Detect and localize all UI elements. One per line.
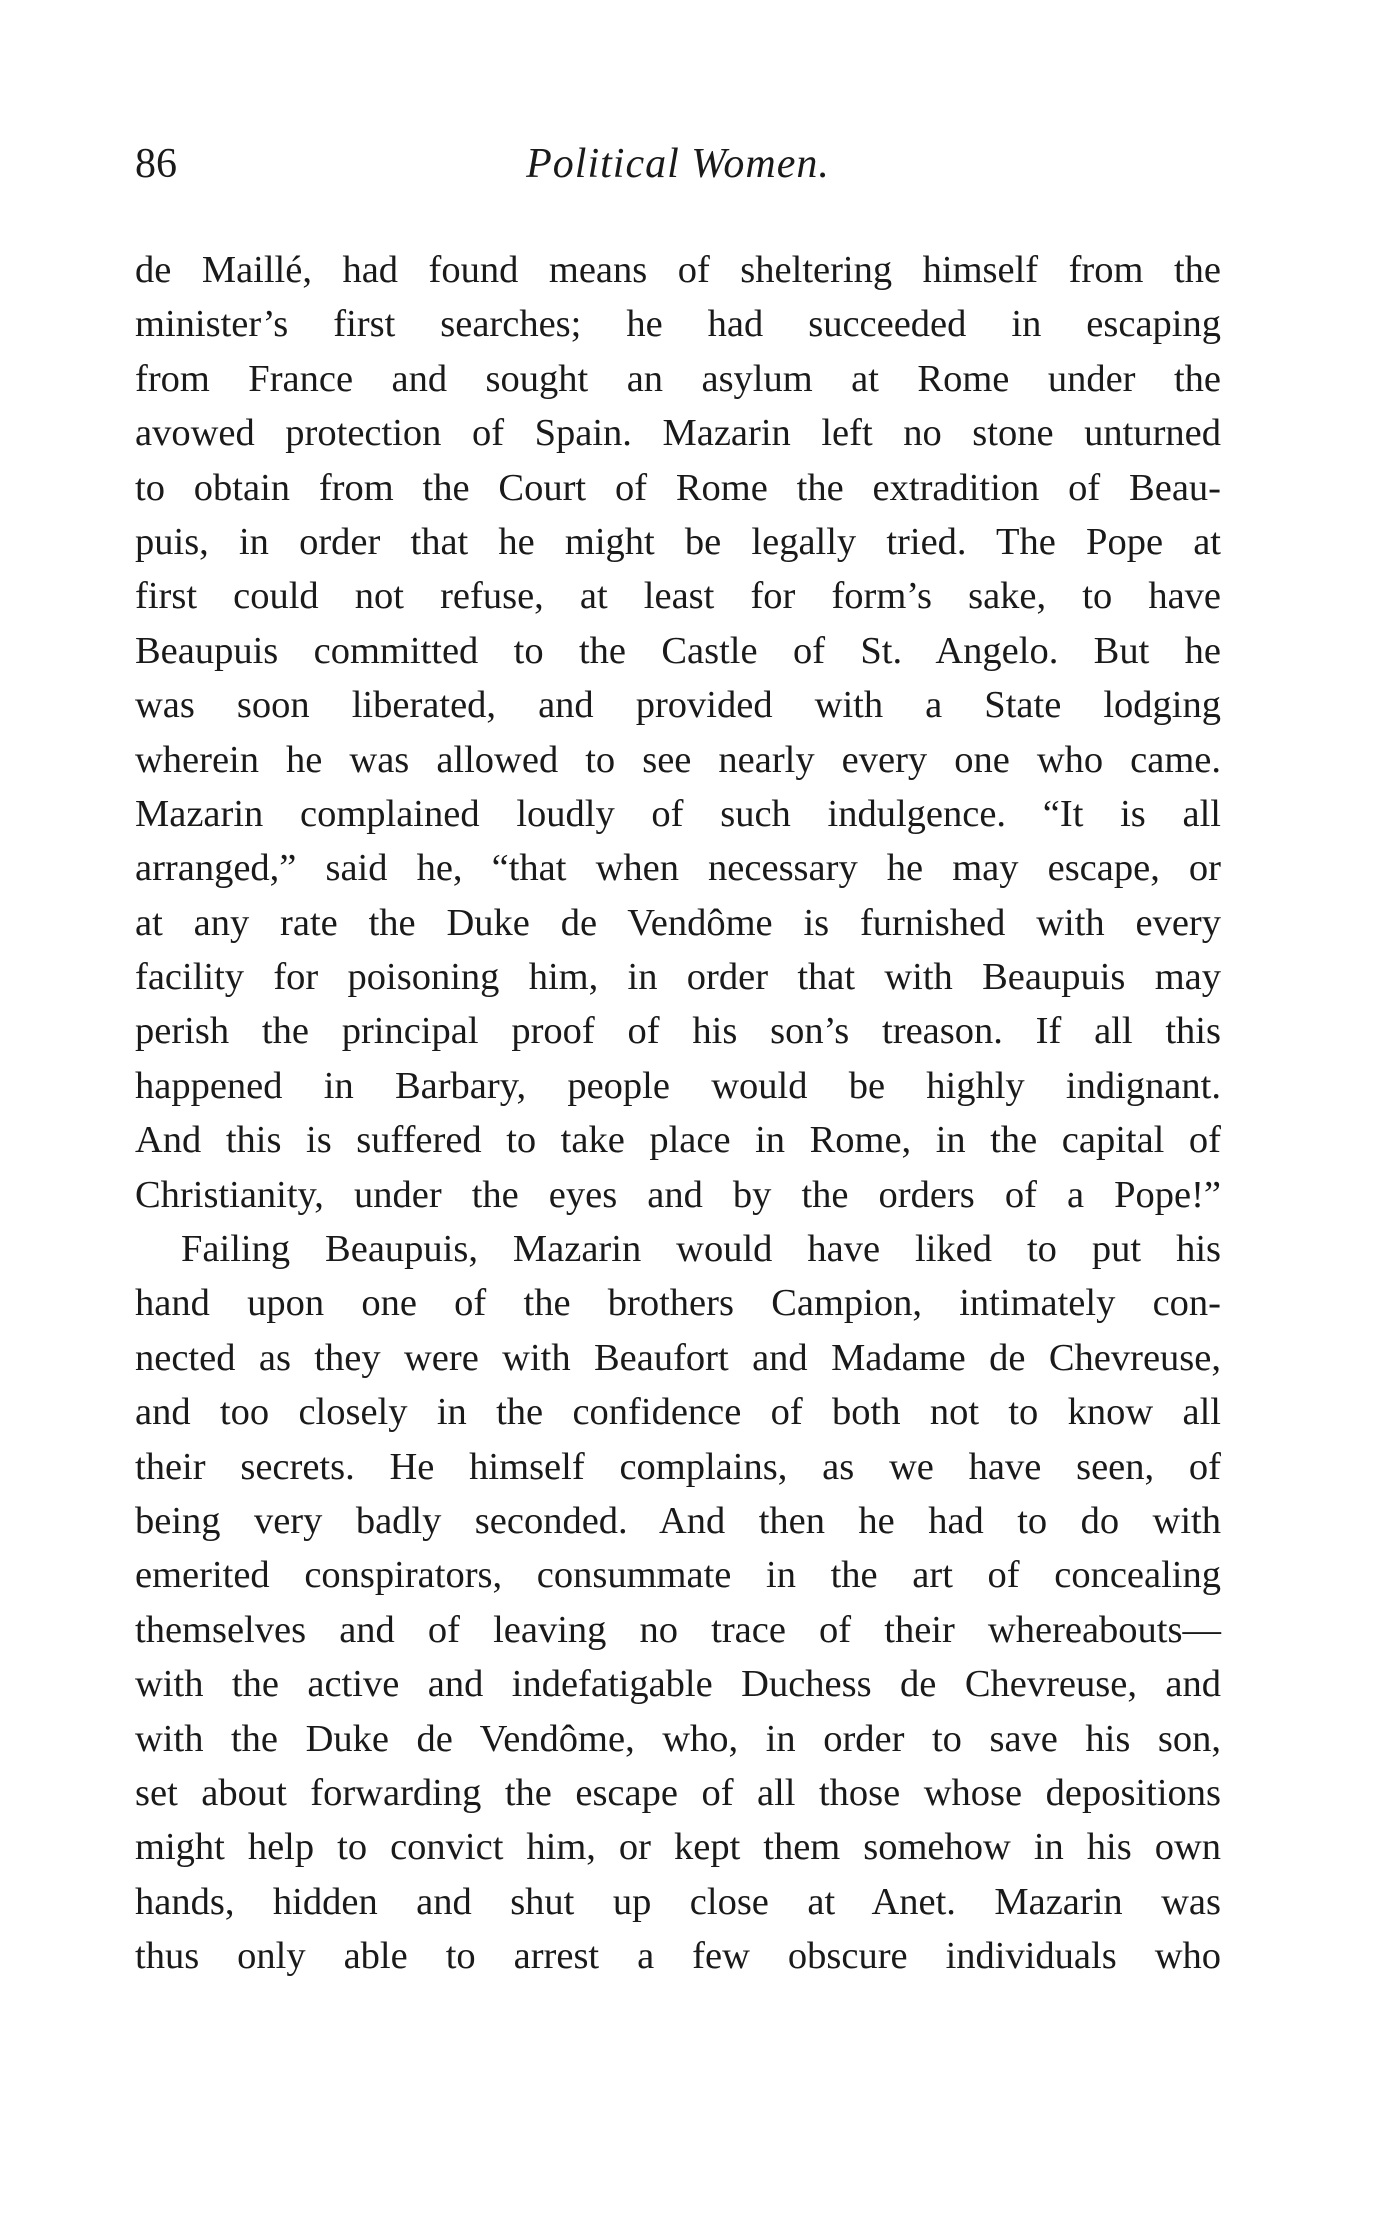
text-line: Christianity, under the eyes and by the orders of a Pope!” xyxy=(135,1173,1221,1216)
text-line: minister’s first searches; he had succeeded in escaping xyxy=(135,303,1221,346)
text-line: thus only able to arrest a few obscure individuals who xyxy=(135,1935,1221,1978)
text-line: hand upon one of the brothers Campion, intimately con- xyxy=(135,1282,1221,1325)
text-line: puis, in order that he might be legally tried. The Pope at xyxy=(135,520,1221,563)
text-line: perish the principal proof of his son’s treason. If all this xyxy=(135,1010,1221,1053)
body-text xyxy=(135,243,1221,1984)
text-line: themselves and of leaving no trace of their whereabouts— xyxy=(135,1608,1221,1651)
text-line: with the active and indefatigable Duchess de Chevreuse, and xyxy=(135,1663,1221,1706)
text-line: Beaupuis committed to the Castle of St. Angelo. But he xyxy=(135,629,1221,672)
text-line: wherein he was allowed to see nearly every one who came. xyxy=(135,738,1221,781)
text-line: being very badly seconded. And then he had to do with xyxy=(135,1499,1221,1542)
text-line: their secrets. He himself complains, as we have seen, of xyxy=(135,1445,1221,1488)
text-line: set about forwarding the escape of all those whose depositions xyxy=(135,1771,1221,1814)
text-line: happened in Barbary, people would be highly indignant. xyxy=(135,1064,1221,1107)
text-line: might help to convict him, or kept them somehow in his own xyxy=(135,1826,1221,1869)
text-line: at any rate the Duke de Vendôme is furnished with every xyxy=(135,901,1221,944)
text-line: to obtain from the Court of Rome the extradition of Beau- xyxy=(135,466,1221,509)
text-line: Mazarin complained loudly of such indulgence. “It is all xyxy=(135,792,1221,835)
text-line: first could not refuse, at least for form’s sake, to have xyxy=(135,575,1221,618)
text-line: de Maillé, had found means of sheltering himself from the xyxy=(135,249,1221,291)
text-line: Failing Beaupuis, Mazarin would have liked to put his xyxy=(181,1228,1221,1271)
text-line: arranged,” said he, “that when necessary he may escape, or xyxy=(135,847,1221,890)
text-line: and too closely in the confidence of both not to know all xyxy=(135,1391,1221,1434)
page-header xyxy=(135,140,1221,200)
text-line: with the Duke de Vendôme, who, in order to save his son, xyxy=(135,1717,1221,1760)
text-line: hands, hidden and shut up close at Anet. Mazarin was xyxy=(135,1880,1221,1923)
text-line: And this is suffered to take place in Rome, in the capital of xyxy=(135,1119,1221,1162)
text-line: from France and sought an asylum at Rome under the xyxy=(135,357,1221,400)
text-line: was soon liberated, and provided with a State lodging xyxy=(135,684,1221,727)
text-line: facility for poisoning him, in order that with Beaupuis may xyxy=(135,956,1221,999)
running-title: Political Women. xyxy=(526,141,830,187)
text-line: nected as they were with Beaufort and Madame de Chevreuse, xyxy=(135,1336,1221,1379)
text-line: emerited conspirators, consummate in the art of concealing xyxy=(135,1554,1221,1597)
page-number: 86 xyxy=(135,141,177,187)
text-line: avowed protection of Spain. Mazarin left no stone unturned xyxy=(135,412,1221,455)
